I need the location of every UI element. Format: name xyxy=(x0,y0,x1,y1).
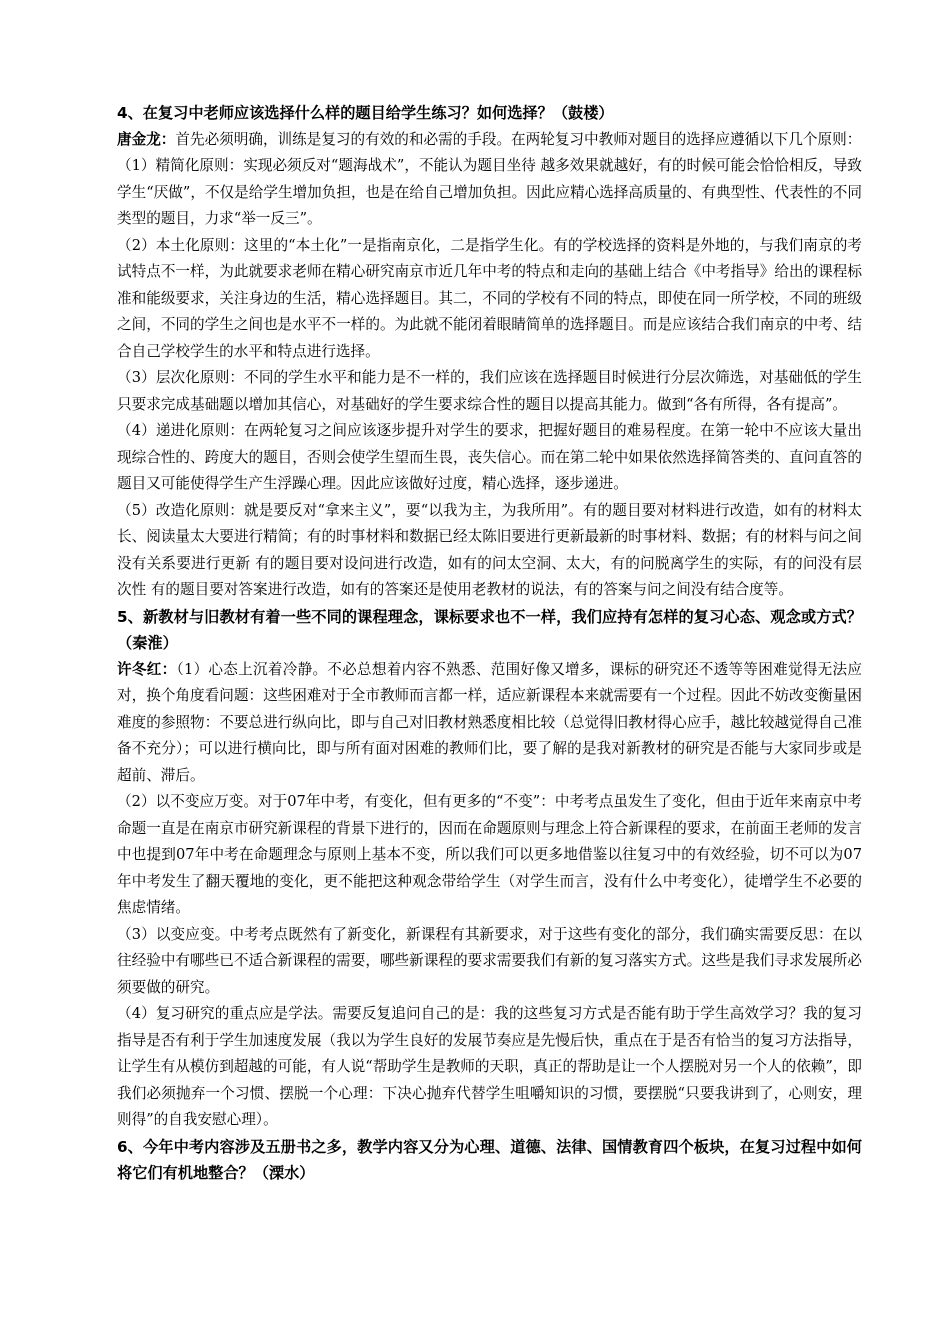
principle-1-paragraph: （1）精简化原则：实现必须反对“题海战术”，不能认为题目坐待 越多效果就越好，有的时候可能会恰恰相反，导致学生“厌做”，不仅是给学生增加负担，也是在给自己增加负担。因此应精心选择高质量的、有典型性、代表性的不同类型的题目，力求“举一反三”。 xyxy=(117,157,862,227)
question-4-heading: 4、在复习中老师应该选择什么样的题目给学生练习？如何选择？（鼓楼） xyxy=(117,104,614,122)
principle-3-paragraph: （3）层次化原则：不同的学生水平和能力是不一样的，我们应该在选择题目时候进行分层次筛选，对基础低的学生只要求完成基础题以增加其信心，对基础好的学生要求综合性的题目以提高其能力。做到“各有所得，各有提高”。 xyxy=(117,369,862,413)
intro-text: 首先必须明确，训练是复习的有效的和必需的手段。在两轮复习中教师对题目的选择应遵循以下几个原则： xyxy=(175,130,862,148)
principle-5-paragraph: （5）改造化原则：就是要反对“拿来主义”，要“以我为主，为我所用”。有的题目要对材料进行改造，如有的材料太长、阅读量太大要进行精简；有的时事材料和数据已经太陈旧要进行更新最新的时事材料、数据；有的材料与问之间没有关系要进行更新 有的题目要对设问进行改造，如有的问太空洞、太大，有的问脱离学生的实际，有的问没有层次性 有的题目要对答案进行改造，如有的答案还是使用老教材的说法，有的答案与问之间没有结合度等。 xyxy=(117,501,862,598)
answer-5-point-3: （3）以变应变。中考考点既然有了新变化，新课程有其新要求，对于这些有变化的部分，我们确实需要反思：在以往经验中有哪些已不适合新课程的需要，哪些新课程的要求需要我们有新的复习落实方式。这些是我们寻求发展所必须要做的研究。 xyxy=(117,925,862,996)
question-6-heading: 6、今年中考内容涉及五册书之多，教学内容又分为心理、道德、法律、国情教育四个板块，在复习过程中如何将它们有机地整合？（溧水） xyxy=(117,1137,862,1182)
answer-4-intro xyxy=(117,127,862,154)
question-5-heading: 5、新教材与旧教材有着一些不同的课程理念，课标要求也不一样，我们应持有怎样的复习心态、观念或方式？（秦淮） xyxy=(117,607,862,652)
principle-2-paragraph: （2）本土化原则：这里的“本土化”一是指南京化，二是指学生化。有的学校选择的资料是外地的，与我们南京的考试特点不一样，为此就要求老师在精心研究南京市近几年中考的特点和走向的基础上结合《中考指导》给出的课程标准和能级要求，关注身边的生活，精心选择题目。其二，不同的学校有不同的特点，即使在同一所学校，不同的班级之间，不同的学生之间也是水平不一样的。为此就不能闭着眼睛简单的选择题目。而是应该结合我们南京的中考、结合自己学校学生的水平和特点进行选择。 xyxy=(117,236,862,360)
document-page xyxy=(117,100,862,1187)
principle-4-paragraph: （4）递进化原则：在两轮复习之间应该逐步提升对学生的要求，把握好题目的难易程度。在第一轮中不应该大量出现综合性的、跨度大的题目，否则会使学生望而生畏，丧失信心。而在第二轮中如果依然选择简答类的、直问直答的题目又可能使得学生产生浮躁心理。因此应该做好过度，精心选择，逐步递进。 xyxy=(117,422,862,492)
speaker-name: 许冬红： xyxy=(117,660,177,678)
answer-5-point-2: （2）以不变应万变。对于07年中考，有变化，但有更多的“不变”：中考考点虽发生了变化，但由于近年来南京中考命题一直是在南京市研究新课程的背景下进行的，因而在命题原则与理念上符合新课程的要求，在前面王老师的发言中也提到07年中考在命题理念与原则上基本不变，所以我们可以更多地借鉴以往复习中的有效经验，切不可以为07年中考发生了翻天覆地的变化，更不能把这种观念带给学生（对学生而言，没有什么中考变化），徒增学生不必要的焦虑情绪。 xyxy=(117,793,862,916)
intro-text: （1）心态上沉着冷静。不必总想着内容不熟悉、范围好像又增多，课标的研究还不透等等困难觉得无法应对，换个角度看问题：这些困难对于全市教师而言都一样，适应新课程本来就需要有一个过程。因此不妨改变衡量困难度的参照物：不要总进行纵向比，即与自己对旧教材熟悉度相比较（总觉得旧教材得心应手，越比较越觉得自己准备不充分）；可以进行横向比，即与所有面对困难的教师们比，要了解的是我对新教材的研究是否能与大家同步或是超前、滞后。 xyxy=(117,660,862,784)
answer-5-intro xyxy=(117,657,862,790)
speaker-name: 唐金龙： xyxy=(117,130,176,148)
answer-5-point-4: （4）复习研究的重点应是学法。需要反复追问自己的是：我的这些复习方式是否能有助于学生高效学习？我的复习指导是否有利于学生加速度发展（我以为学生良好的发展节奏应是先慢后快，重点在于是否有恰当的复习方法指导，让学生有从模仿到超越的可能，有人说“帮助学生是教师的天职，真正的帮助是让一个人摆脱对另一个人的依赖”，即我们必须抛弃一个习惯、摆脱一个心理：下决心抛弃代替学生咀嚼知识的习惯，要摆脱“只要我讲到了，心则安，理则得”的自我安慰心理）。 xyxy=(117,1005,862,1128)
